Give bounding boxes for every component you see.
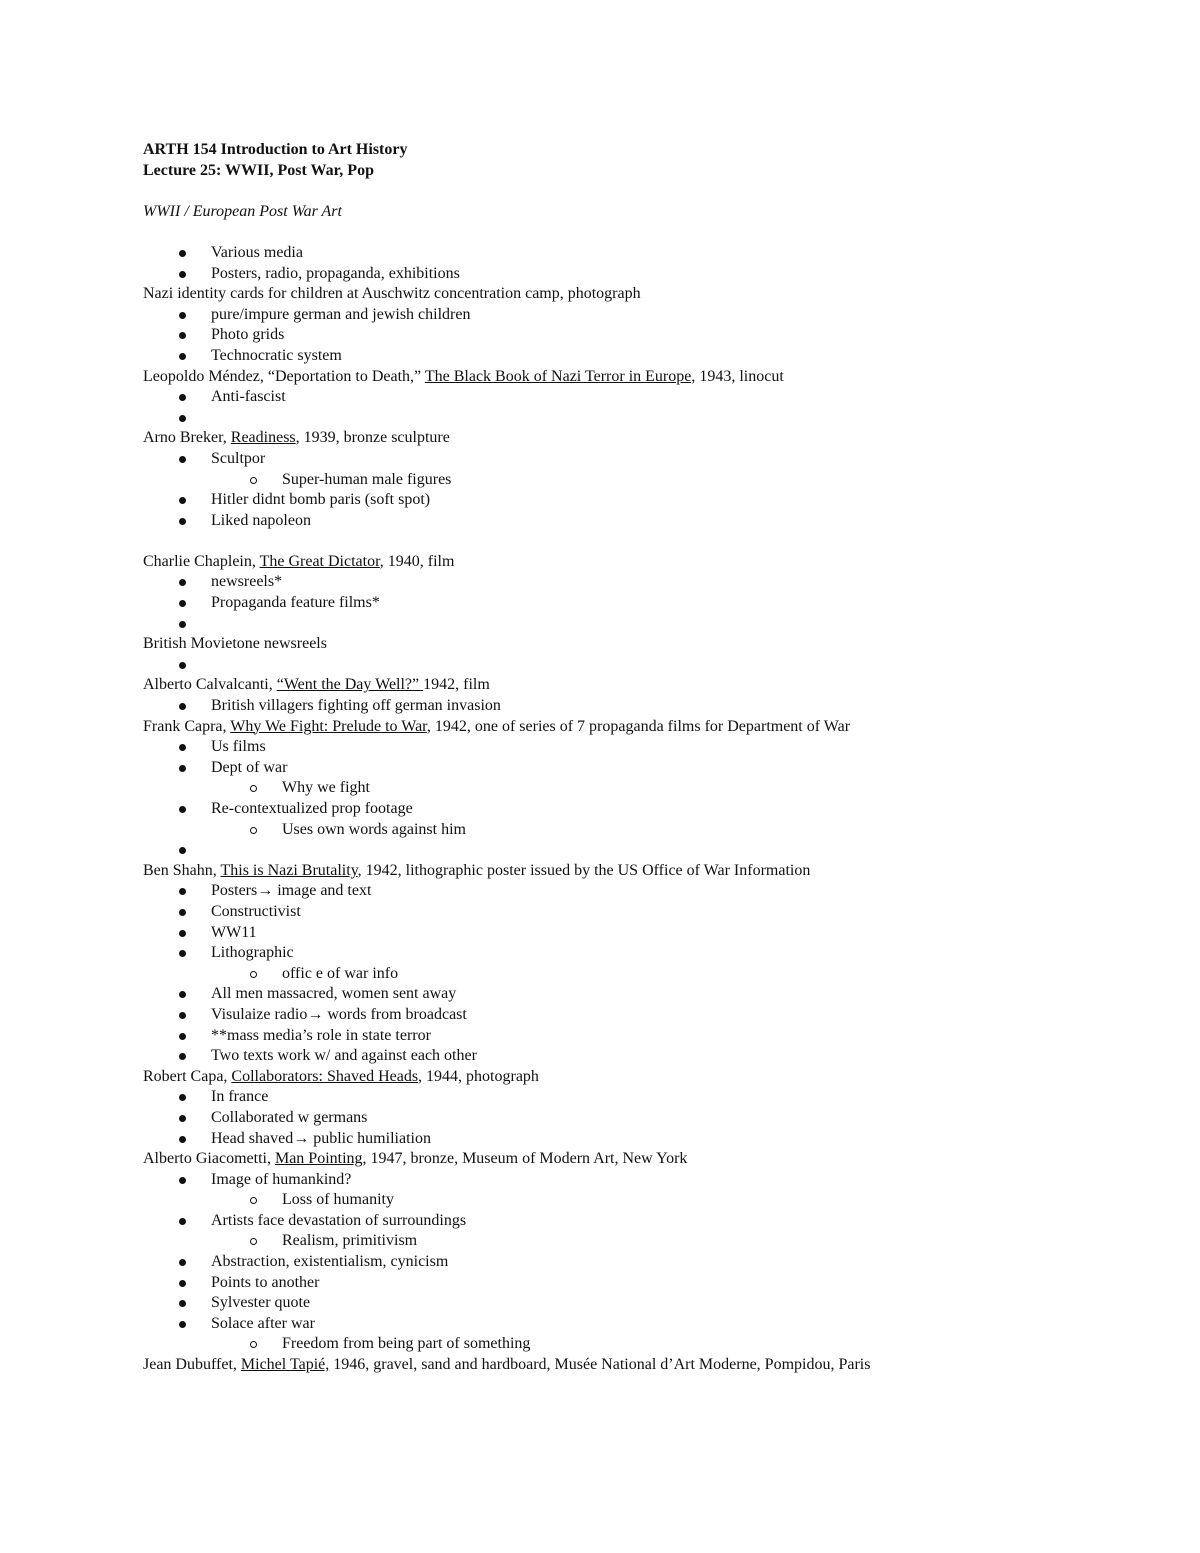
bullet-icon — [179, 415, 186, 422]
sub-bullet-item — [143, 470, 1143, 491]
bullet-text: offic e of war info — [282, 964, 399, 982]
bullet-icon — [179, 1259, 186, 1266]
sub-bullet-icon — [250, 1197, 257, 1204]
bullet-text: British villagers fighting off german invasion — [211, 697, 501, 715]
bullet-text: All men massacred, women sent away — [211, 985, 457, 1003]
empty-bullet-item — [143, 408, 1143, 429]
bullet-icon — [179, 1115, 186, 1122]
bullet-text: Two texts work w/ and against each other — [211, 1047, 477, 1065]
work-title: Readiness — [230, 429, 296, 447]
bullet-icon — [179, 579, 186, 586]
bullet-text: Why we fight — [282, 779, 370, 797]
artist-text: Frank Capra, — [143, 717, 231, 735]
bullet-text: Propaganda feature films* — [211, 594, 380, 612]
bullet-item — [143, 490, 1143, 511]
document-page — [143, 140, 1143, 1376]
bullet-text: Sylvester quote — [211, 1294, 311, 1312]
bullet-text: Head shaved→ public humiliation — [211, 1129, 431, 1147]
sub-bullet-item — [143, 964, 1143, 985]
bullet-text: Abstraction, existentialism, cynicism — [211, 1253, 449, 1271]
bullet-text: Image of humankind? — [211, 1170, 352, 1188]
sub-bullet-item — [143, 1231, 1143, 1252]
sub-bullet-icon — [250, 1341, 257, 1348]
bullet-text: **mass media’s role in state terror — [211, 1026, 431, 1044]
bullet-icon — [179, 909, 186, 916]
bullet-text: Dept of war — [211, 758, 288, 776]
sub-bullet-icon — [250, 1238, 257, 1245]
bullet-text: In france — [211, 1088, 269, 1106]
work-details: , 1940, film — [379, 552, 455, 570]
bullet-text: Technocratic system — [211, 346, 342, 364]
work-title: The Great Dictator — [259, 552, 380, 570]
bullet-item — [143, 902, 1143, 923]
bullet-item — [143, 346, 1143, 367]
bullet-item — [143, 1108, 1143, 1129]
work-title: “Went the Day Well?” — [276, 676, 424, 694]
bullet-text: Posters→ image and text — [211, 882, 372, 900]
bullet-text: Constructivist — [211, 902, 301, 920]
bullet-text: pure/impure german and jewish children — [211, 305, 471, 323]
bullet-item — [143, 449, 1143, 470]
bullet-item — [143, 1252, 1143, 1273]
empty-bullet-item — [143, 655, 1143, 676]
bullet-item — [143, 1129, 1143, 1150]
artist-text: Alberto Calvalcanti, — [143, 676, 277, 694]
bullet-text: Visulaize radio→ words from broadcast — [211, 1005, 467, 1023]
bullet-item — [143, 1293, 1143, 1314]
bullet-item — [143, 1314, 1143, 1335]
bullet-icon — [179, 1012, 186, 1019]
artist-text: Leopoldo Méndez, “Deportation to Death,” — [143, 367, 425, 385]
work-title: The Black Book of Nazi Terror in Europe, — [424, 367, 696, 385]
bullet-item — [143, 305, 1143, 326]
bullet-icon — [179, 332, 186, 339]
spacer — [143, 222, 1143, 243]
bullet-item — [143, 264, 1143, 285]
bullet-item — [143, 325, 1143, 346]
bullet-icon — [179, 662, 186, 669]
bullet-icon — [179, 1033, 186, 1040]
bullet-icon — [179, 950, 186, 957]
artwork-entry — [143, 675, 1143, 696]
bullet-text: Uses own words against him — [282, 820, 466, 838]
bullet-item — [143, 1170, 1143, 1191]
artwork-entry — [143, 367, 1143, 388]
spacer — [143, 531, 1143, 552]
work-details: 1946, gravel, sand and hardboard, Musée National d’Art Moderne, Pompidou, Paris — [329, 1356, 871, 1374]
bullet-item — [143, 943, 1143, 964]
bullet-item — [143, 696, 1143, 717]
bullet-icon — [179, 600, 186, 607]
artwork-entry — [143, 1355, 1143, 1376]
bullet-item — [143, 1087, 1143, 1108]
bullet-text: Solace after war — [211, 1314, 315, 1332]
artist-text: Robert Capa, — [143, 1067, 232, 1085]
artwork-entry: British Movietone newsreels — [143, 635, 327, 653]
artwork-entry — [143, 428, 1143, 449]
lecture-title: Lecture 25: WWII, Post War, Pop — [143, 161, 374, 179]
bullet-text: Lithographic — [211, 944, 294, 962]
bullet-text: Various media — [211, 243, 303, 261]
bullet-text: Freedom from being part of something — [282, 1335, 531, 1353]
artwork-entry — [143, 552, 1143, 573]
bullet-icon — [179, 497, 186, 504]
artist-text: Ben Shahn, — [143, 861, 221, 879]
bullet-icon — [179, 765, 186, 772]
bullet-text: newsreels* — [211, 573, 283, 591]
bullet-text: Super-human male figures — [282, 470, 452, 488]
bullet-icon — [179, 353, 186, 360]
work-title: Man Pointing — [274, 1150, 363, 1168]
bullet-item — [143, 1005, 1143, 1026]
work-title: Collaborators: Shaved Heads — [231, 1067, 419, 1085]
bullet-icon — [179, 1280, 186, 1287]
bullet-icon — [179, 1136, 186, 1143]
bullet-icon — [179, 703, 186, 710]
work-details: , 1939, bronze sculpture — [295, 429, 450, 447]
bullet-text: Scultpor — [211, 449, 266, 467]
bullet-text: Hitler didnt bomb paris (soft spot) — [211, 491, 431, 509]
bullet-text: Re-contextualized prop footage — [211, 800, 413, 817]
bullet-icon — [179, 744, 186, 751]
bullet-item — [143, 1046, 1143, 1067]
sub-bullet-item — [143, 1334, 1143, 1355]
empty-bullet-item — [143, 840, 1143, 861]
bullet-text: Photo grids — [211, 326, 285, 344]
bullet-text: Liked napoleon — [211, 511, 311, 529]
empty-bullet-item — [143, 614, 1143, 635]
sub-bullet-icon — [250, 477, 257, 484]
artwork-entry — [143, 861, 1143, 882]
bullet-item — [143, 511, 1143, 532]
artist-text: Arno Breker, — [143, 429, 231, 447]
bullet-icon — [179, 1177, 186, 1184]
bullet-icon — [179, 271, 186, 278]
bullet-item — [143, 737, 1143, 758]
bullet-icon — [179, 1053, 186, 1060]
bullet-text: WW11 — [211, 923, 257, 941]
bullet-item — [143, 923, 1143, 944]
work-details: , 1947, bronze, Museum of Modern Art, New York — [362, 1150, 688, 1168]
bullet-text: Artists face devastation of surroundings — [211, 1211, 467, 1229]
bullet-icon — [179, 518, 186, 525]
bullet-icon — [179, 1218, 186, 1225]
bullet-text: Collaborated w germans — [211, 1108, 368, 1126]
work-details: , 1942, lithographic poster issued by the US Office of War Information — [357, 861, 811, 879]
bullet-icon — [179, 394, 186, 401]
bullet-item — [143, 984, 1143, 1005]
bullet-text: Anti-fascist — [211, 388, 286, 406]
work-details: 1942, film — [423, 676, 490, 694]
bullet-text: Us films — [211, 738, 266, 756]
bullet-icon — [179, 806, 186, 813]
sub-bullet-item — [143, 820, 1143, 841]
bullet-item — [143, 1273, 1143, 1294]
bullet-item — [143, 1026, 1143, 1047]
artist-text: Jean Dubuffet, — [143, 1356, 241, 1374]
bullet-icon — [179, 250, 186, 257]
bullet-icon — [179, 1300, 186, 1307]
bullet-icon — [179, 312, 186, 319]
spacer — [143, 181, 1143, 202]
bullet-icon — [179, 847, 186, 854]
bullet-text: Loss of humanity — [282, 1191, 394, 1209]
bullet-item — [143, 387, 1143, 408]
bullet-icon — [179, 930, 186, 937]
artwork-entry: Nazi identity cards for children at Auschwitz concentration camp, photograph — [143, 285, 641, 303]
artwork-entry — [143, 717, 1143, 738]
sub-bullet-item — [143, 778, 1143, 799]
work-title: This is Nazi Brutality — [220, 861, 358, 879]
course-title: ARTH 154 Introduction to Art History — [143, 141, 408, 158]
work-details: , 1942, one of series of 7 propaganda films for Department of War — [426, 717, 851, 735]
bullet-item — [143, 758, 1143, 779]
bullet-icon — [179, 991, 186, 998]
artist-text: Alberto Giacometti, — [143, 1150, 275, 1168]
work-title: Michel Tapié, — [240, 1356, 330, 1374]
bullet-icon — [179, 456, 186, 463]
bullet-item — [143, 1211, 1143, 1232]
bullet-icon — [179, 621, 186, 628]
artist-text: Charlie Chaplein, — [143, 552, 260, 570]
bullet-item — [143, 243, 1143, 264]
sub-bullet-icon — [250, 785, 257, 792]
bullet-item — [143, 572, 1143, 593]
work-title: Why We Fight: Prelude to War — [230, 717, 427, 735]
bullet-text: Points to another — [211, 1273, 320, 1291]
artwork-entry — [143, 1067, 1143, 1088]
work-details: 1943, linocut — [695, 367, 784, 385]
bullet-item — [143, 593, 1143, 614]
sub-bullet-item — [143, 1190, 1143, 1211]
bullet-text: Realism, primitivism — [282, 1232, 418, 1250]
work-details: , 1944, photograph — [418, 1067, 539, 1085]
section-heading: WWII / European Post War Art — [143, 202, 342, 220]
bullet-item — [143, 799, 1143, 820]
bullet-icon — [179, 1094, 186, 1101]
sub-bullet-icon — [250, 827, 257, 834]
sub-bullet-icon — [250, 971, 257, 978]
bullet-item — [143, 881, 1143, 902]
bullet-icon — [179, 1321, 186, 1328]
artwork-entry — [143, 1149, 1143, 1170]
bullet-icon — [179, 888, 186, 895]
bullet-text: Posters, radio, propaganda, exhibitions — [211, 264, 460, 282]
